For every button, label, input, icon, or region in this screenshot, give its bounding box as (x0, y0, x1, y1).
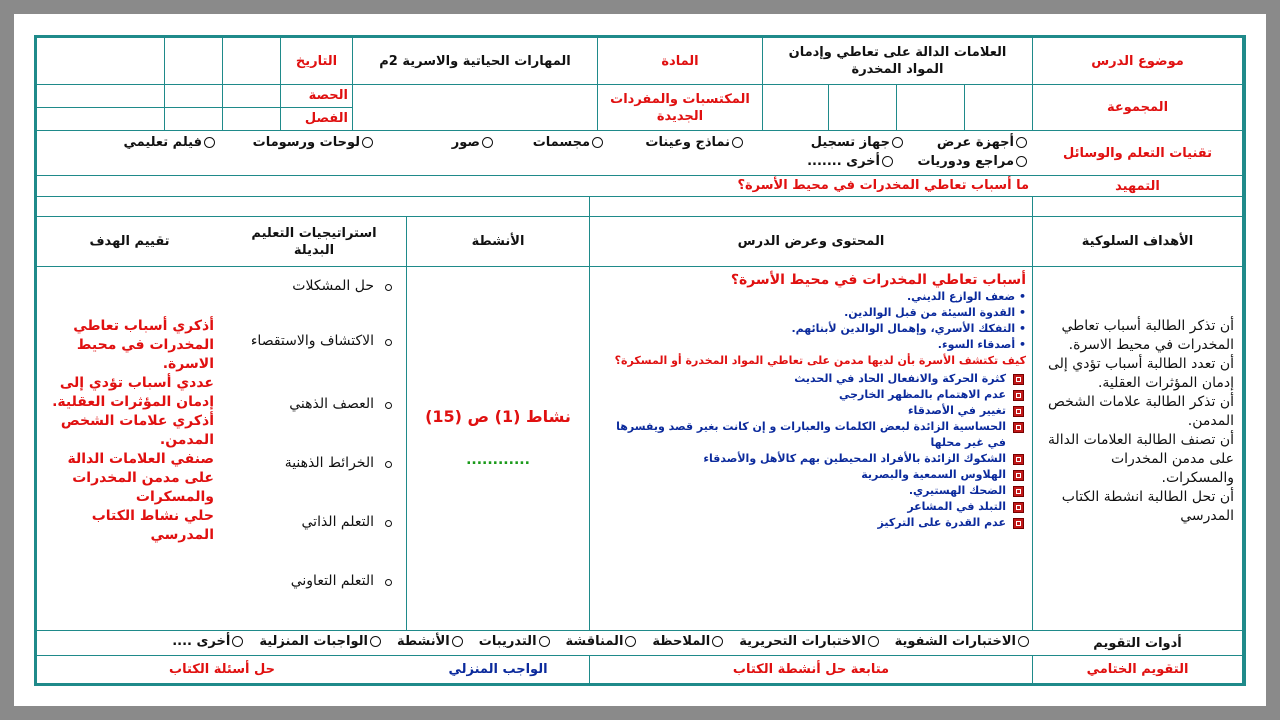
activity-dots: ............ (466, 452, 530, 468)
radio-icon (892, 137, 903, 148)
class-label: الفصل (281, 108, 353, 131)
period-cell-4 (37, 85, 107, 108)
group-label: المجموعة (1033, 85, 1243, 131)
objectives-text: أن تذكر الطالبة أسباب تعاطي المخدرات في محيط الاسرة. أن تعدد الطالبة أسباب تؤدي إلى إدمان المؤثرات العقلية. أن تذكر الطالبة علامات الشخص المدمن. أن تصنف الطالبة العلامات الدالة على مدمن المخدرات والمسكرات. أن تحل الطالبة انشطة الكتاب المدرسي (1048, 318, 1234, 524)
checkbox-bullet-icon (1013, 422, 1024, 433)
assessment-options (37, 631, 1033, 656)
lesson-topic-value: العلامات الدالة على تعاطي وإدمان المواد المخدرة (763, 38, 1033, 85)
tech-option-boards[interactable]: لوحات ورسومات (253, 135, 373, 150)
activity-text: نشاط (1) ص (15) (425, 407, 571, 426)
checkbox-bullet-icon (1013, 486, 1024, 497)
assessment-option-label: الملاحظة (652, 634, 711, 649)
assessment-option-label: التدريبات (478, 634, 537, 649)
strategy-item[interactable] (228, 332, 396, 351)
homework-value: حل أسئلة الكتاب (169, 662, 275, 677)
sign-item (594, 371, 1026, 387)
radio-icon (1016, 137, 1027, 148)
subject-value: المهارات الحياتية والاسرية 2م (353, 38, 598, 85)
assessment-option[interactable] (739, 634, 878, 649)
sign-text: الحساسية الزائدة لبعض الكلمات والعبارات و إن كانت بغير قصد ويفسرها في غير محلها (616, 420, 1006, 449)
radio-icon (232, 636, 243, 647)
content-cell (590, 267, 1033, 631)
sign-text: كثرة الحركة والانفعال الحاد في الحديث (794, 372, 1006, 385)
checkbox-bullet-icon (1013, 390, 1024, 401)
tech-option-references[interactable]: مراجع ودوريات (917, 154, 1027, 169)
tech-option-images[interactable]: صور (452, 135, 493, 150)
sign-item (594, 403, 1026, 419)
radio-icon (868, 636, 879, 647)
sign-text: الهلاوس السمعية والبصرية (861, 468, 1006, 481)
radio-icon (1018, 636, 1029, 647)
strategy-text: الاكتشاف والاستقصاء (250, 333, 374, 349)
final-label: التقويم الختامي (1033, 656, 1243, 683)
causes-list (594, 289, 1026, 353)
sign-text: التبلد في المشاعر (907, 500, 1006, 513)
checkbox-bullet-icon (1013, 518, 1024, 529)
objectives-cell (1033, 267, 1243, 631)
tech-option-other[interactable]: أخرى ....... (807, 154, 893, 169)
assessment-label: أدوات التقويم (1033, 631, 1243, 656)
assessment-option-label: الأنشطة (396, 634, 450, 649)
assessment-option[interactable] (172, 634, 243, 649)
sign-text: الشكوك الزائدة بالأفراد المحيطين بهم كالأهل والأصدقاء (703, 452, 1006, 465)
period-cell-1 (223, 85, 281, 108)
sign-item (594, 515, 1026, 531)
radio-icon (452, 636, 463, 647)
evaluation-text: أذكري أسباب تعاطي المخدرات في محيط الاسرة. عددي أسباب تؤدي إلى إدمان المؤثرات العقلية. أذكري علامات الشخص المدمن. صنفي العلامات الدالة على مدمن المخدرات والمسكرات حلي نشاط الكتاب المدرسي (52, 318, 214, 543)
assessment-option[interactable] (566, 634, 637, 649)
assessment-option-label: أخرى .... (172, 634, 231, 649)
sign-item (594, 483, 1026, 499)
cause-item: • القدوة السيئة من قبل الوالدين. (844, 306, 1026, 319)
tech-option-film[interactable]: فيلم تعليمي (123, 135, 215, 150)
group-cell-2 (897, 85, 965, 131)
sign-text: عدم القدرة على التركيز (877, 516, 1006, 529)
circle-bullet-icon (385, 461, 392, 468)
assessment-option[interactable] (652, 634, 723, 649)
assessment-option-label: الواجبات المنزلية (259, 634, 368, 649)
circle-bullet-icon (385, 339, 392, 346)
assessment-items (156, 634, 1029, 649)
objectives-header: الأهداف السلوكية (1033, 217, 1243, 267)
strategy-item[interactable] (228, 277, 396, 296)
checkbox-bullet-icon (1013, 470, 1024, 481)
tech-option-solids[interactable]: مجسمات (533, 135, 603, 150)
assessment-option-label: المناقشة (565, 634, 624, 649)
strategies-header: استراتيجيات التعليم البديلة (222, 217, 407, 267)
lesson-topic-label: موضوع الدرس (1033, 38, 1243, 85)
assessment-option[interactable] (895, 634, 1029, 649)
intro-question: ما أسباب تعاطي المخدرات في محيط الأسرة؟ (37, 176, 1033, 197)
tech-option-recorder[interactable]: جهاز تسجيل (811, 135, 903, 150)
class-cell-2 (165, 108, 223, 131)
sign-item (594, 419, 1026, 451)
radio-icon (625, 636, 636, 647)
sign-text: تغيير في الأصدقاء (907, 404, 1006, 417)
cause-item: • التفكك الأسري، وإهمال الوالدين لأبنائهم. (791, 322, 1026, 335)
radio-icon (370, 636, 381, 647)
assessment-option[interactable] (479, 634, 550, 649)
date-cell-3 (107, 38, 165, 85)
radio-icon (539, 636, 550, 647)
period-label: الحصة (281, 85, 353, 108)
period-cell-3 (107, 85, 165, 108)
circle-bullet-icon (385, 520, 392, 527)
checkbox-bullet-icon (1013, 406, 1024, 417)
class-cell-1 (223, 108, 281, 131)
empty-row-cell-4 (37, 197, 407, 217)
content-title: أسباب تعاطي المخدرات في محيط الأسرة؟ (730, 272, 1026, 288)
strategy-item[interactable] (228, 513, 396, 532)
evaluation-cell (37, 267, 222, 631)
strategy-text: التعلم التعاوني (290, 573, 374, 589)
radio-icon (362, 137, 373, 148)
tech-option-projectors[interactable]: أجهزة عرض (937, 135, 1027, 150)
radio-icon (592, 137, 603, 148)
checkbox-bullet-icon (1013, 374, 1024, 385)
group-cell-1 (965, 85, 1033, 131)
content-question2: كيف تكتشف الأسرة بأن لديها مدمن على تعاطي المواد المخدرة أو المسكرة؟ (614, 354, 1026, 367)
tech-option-models[interactable]: نماذج وعينات (645, 135, 743, 150)
strategy-text: الخرائط الذهنية (284, 455, 374, 471)
techniques-options (37, 131, 1033, 176)
sign-item (594, 451, 1026, 467)
radio-icon (1016, 156, 1027, 167)
vocab-label: المكتسبات والمفردات الجديدة (598, 85, 763, 131)
intro-label: التمهيد (1033, 176, 1243, 197)
activities-cell (407, 267, 590, 631)
circle-bullet-icon (385, 579, 392, 586)
empty-row-cell-3 (407, 197, 590, 217)
sign-text: الضحك الهستيري. (908, 484, 1006, 497)
cause-item: • أصدقاء السوء. (937, 338, 1026, 351)
strategy-item[interactable] (228, 454, 396, 473)
circle-bullet-icon (385, 284, 392, 291)
radio-icon (712, 636, 723, 647)
date-label: التاريخ (281, 38, 353, 85)
evaluation-header: تقييم الهدف (37, 217, 222, 267)
sign-item (594, 467, 1026, 483)
sign-text: عدم الاهتمام بالمظهر الخارجي (839, 388, 1006, 401)
sign-item (594, 387, 1026, 403)
content-body (594, 271, 1026, 531)
empty-row-cell-2 (590, 197, 1033, 217)
cause-item: • ضعف الوازع الديني. (906, 290, 1026, 303)
strategy-item[interactable] (228, 395, 396, 414)
strategy-text: العصف الذهني (289, 396, 374, 412)
homework-label: الواجب المنزلي (407, 656, 590, 683)
class-cell-3 (107, 108, 165, 131)
assessment-option[interactable] (397, 634, 463, 649)
circle-bullet-icon (385, 402, 392, 409)
signs-list (594, 371, 1026, 531)
strategy-text: حل المشكلات (292, 278, 374, 294)
vocab-value (353, 85, 598, 131)
lesson-plan-sheet (34, 35, 1246, 686)
radio-icon (204, 137, 215, 148)
checkbox-bullet-icon (1013, 502, 1024, 513)
group-cell-3 (829, 85, 897, 131)
date-cell-4 (37, 38, 107, 85)
subject-label: المادة (598, 38, 763, 85)
class-cell-4 (37, 108, 107, 131)
period-cell-2 (165, 85, 223, 108)
date-cell-1 (223, 38, 281, 85)
assessment-option[interactable] (259, 634, 381, 649)
strategy-text: التعلم الذاتي (301, 514, 374, 530)
techniques-label: تقنيات التعلم والوسائل (1033, 131, 1243, 176)
strategy-item[interactable] (228, 572, 396, 591)
activities-header: الأنشطة (407, 217, 590, 267)
assessment-option-label: الاختبارات التحريرية (739, 634, 866, 649)
strategies-cell (222, 267, 407, 631)
empty-row-cell-1 (1033, 197, 1243, 217)
strategies-list (228, 277, 396, 631)
date-cell-2 (165, 38, 223, 85)
radio-icon (482, 137, 493, 148)
sign-item (594, 499, 1026, 515)
final-follow: متابعة حل أنشطة الكتاب (590, 656, 1033, 683)
radio-icon (882, 156, 893, 167)
radio-icon (732, 137, 743, 148)
group-cell-4 (763, 85, 829, 131)
checkbox-bullet-icon (1013, 454, 1024, 465)
assessment-option-label: الاختبارات الشفوية (894, 634, 1016, 649)
content-header: المحتوى وعرض الدرس (590, 217, 1033, 267)
